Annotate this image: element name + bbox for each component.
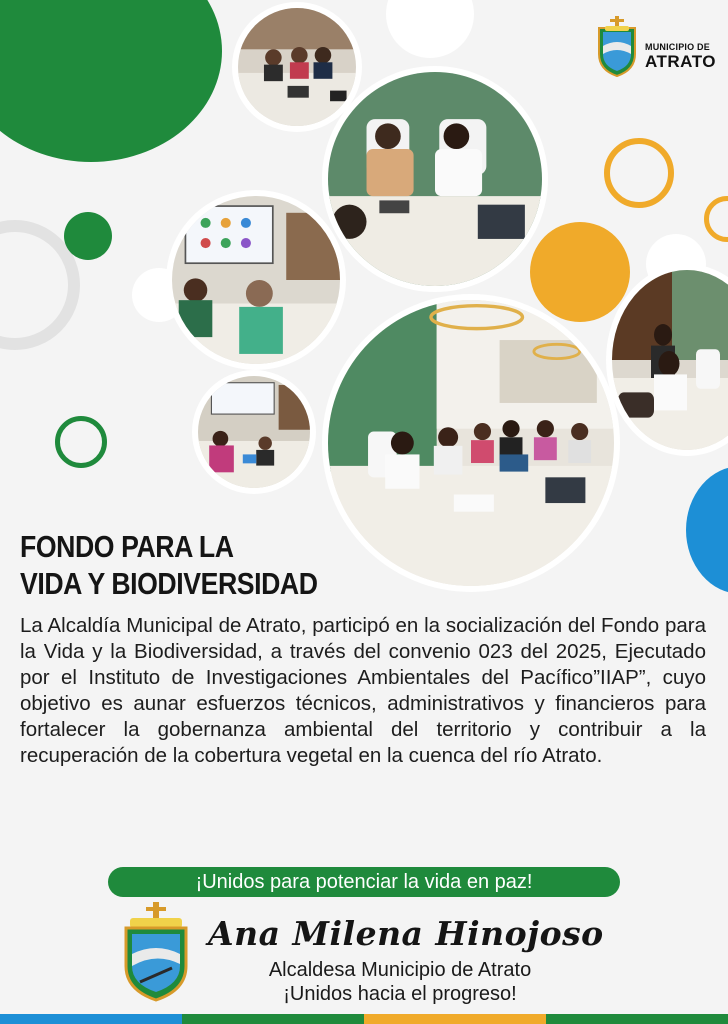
orange-dot-right [530, 222, 630, 322]
signature-name: Ana Milena Hinojoso [208, 914, 604, 953]
meeting-photo-3 [172, 196, 340, 364]
bar-segment-blue [0, 1014, 182, 1024]
logo-municipio-text: MUNICIPIO DE [645, 42, 710, 52]
atrato-shield-icon [593, 16, 641, 78]
green-ring-left [55, 416, 107, 468]
bar-segment-green [182, 1014, 364, 1024]
bar-segment-orange [364, 1014, 546, 1024]
logo-atrato-text: ATRATO [645, 52, 716, 71]
meeting-photo-2 [328, 72, 542, 286]
title-line-1: FONDO PARA LA [20, 529, 234, 564]
green-dot-left [64, 212, 112, 260]
body-paragraph: La Alcaldía Municipal de Atrato, participó en la socialización del Fondo para la Vida y la Biodiversidad, a través del convenio 023 del 2025, Ejecutado por el Instituto de Investigaciones Ambientales del Pacífico”IIAP”, cuyo objetivo es aunar esfuerzos técnicos, administrativos y financieros para fortalecer la gobernanza ambiental del territorio y contribuir a la recuperación de la cobertura vegetal en la cuenca del río Atrato. [20, 614, 706, 767]
meeting-photo-1 [238, 8, 356, 126]
orange-ring-edge [704, 196, 728, 242]
meeting-photo-6 [612, 270, 728, 450]
slogan-banner: ¡Unidos para potenciar la vida en paz! [108, 867, 620, 897]
meeting-photo-4 [198, 376, 310, 488]
signature-motto: ¡Unidos hacia el progreso! [283, 983, 517, 1005]
atrato-shield-icon-bottom [120, 902, 192, 1004]
bar-segment-green-2 [546, 1014, 728, 1024]
green-corner-circle [0, 0, 222, 162]
title-line-2: VIDA Y BIODIVERSIDAD [20, 566, 318, 601]
page-title [20, 528, 381, 602]
orange-ring-right [604, 138, 674, 208]
blue-half-circle [686, 466, 728, 594]
gray-blob-top [386, 0, 474, 58]
signature-role: Alcaldesa Municipio de Atrato [268, 959, 532, 981]
bottom-color-bar [0, 1014, 728, 1024]
municipio-logo [593, 16, 721, 82]
